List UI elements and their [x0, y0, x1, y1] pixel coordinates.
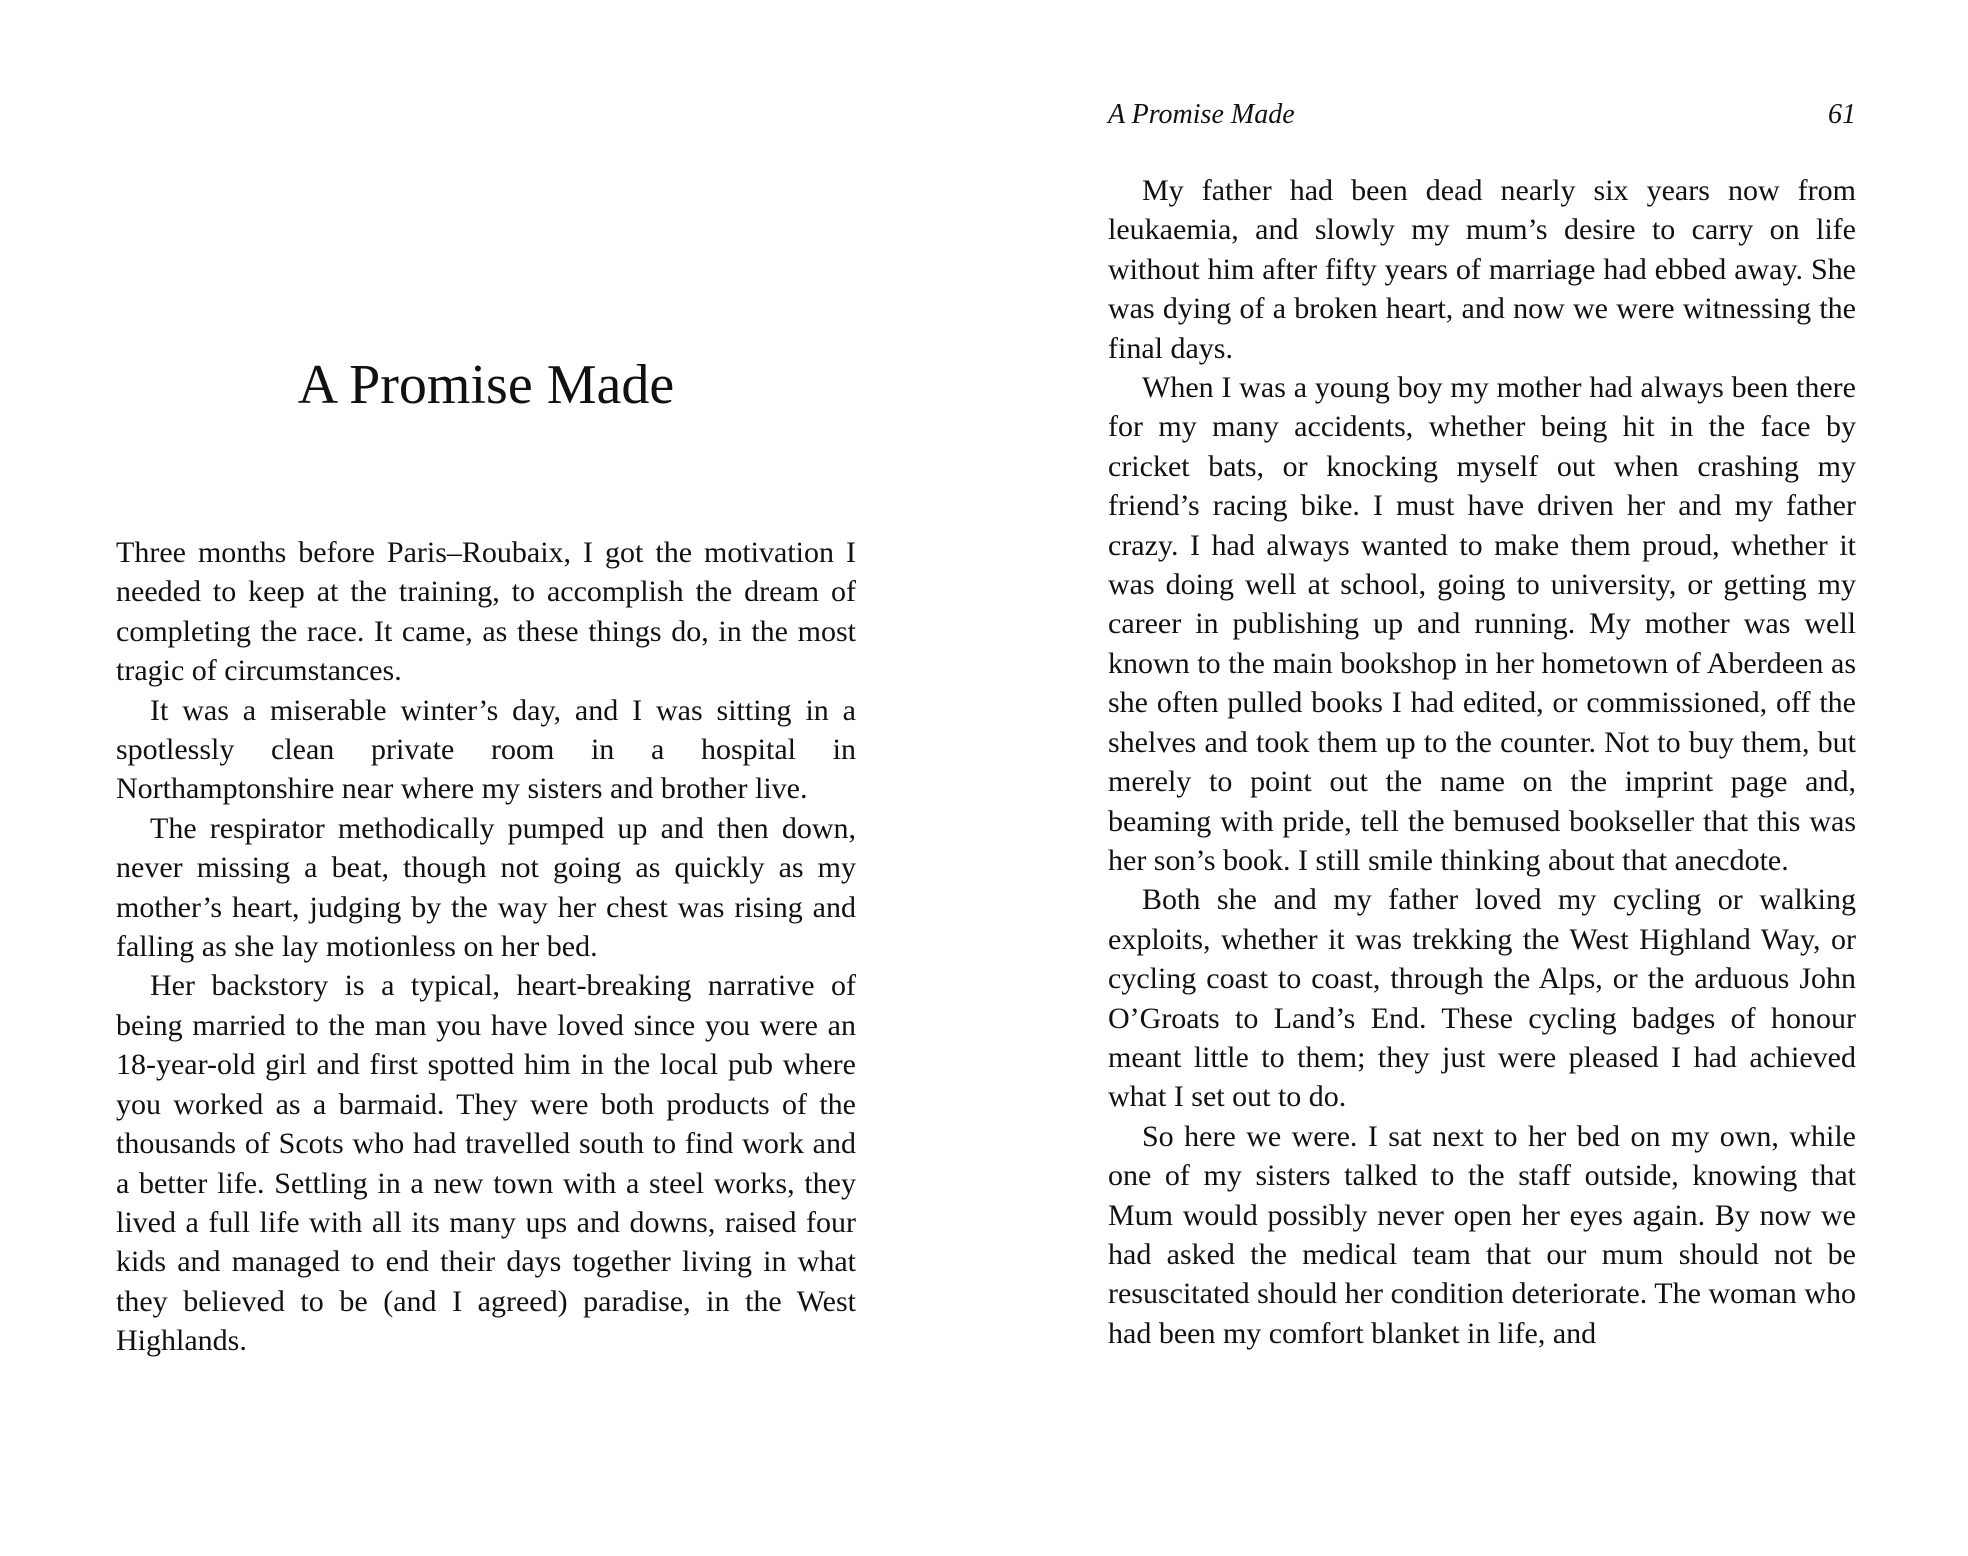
paragraph: Her backstory is a typical, heart-breaking narrative of being married to the man you have loved since you were an 18-year-old girl and first spotted him in the local pub where you worked as a barmaid. They were both products of the thousands of Scots who had travelled south to find work and a better life. Settling in a new town with a steel works, they lived a full life with all its many ups and downs, raised four kids and managed to end their days together living in what they believed to be (and I agreed) paradise, in the West Highlands.: [116, 969, 856, 1358]
chapter-title: A Promise Made: [297, 354, 675, 416]
paragraph: Three months before Paris–Roubaix, I got the motivation I needed to keep at the training, to accomplish the dream of completing the race. It came, as these things do, in the most tragic of circumstances.: [116, 536, 856, 688]
right-page: [984, 0, 1968, 1556]
right-page-body: [1108, 171, 1856, 1353]
running-head-title: A Promise Made: [1108, 99, 1295, 130]
paragraph: My father had been dead nearly six years now from leukaemia, and slowly my mum’s desire to carry on life without him after fifty years of marriage had ebbed away. She was dying of a broken heart, and now we were witnessing the final days.: [1108, 174, 1856, 365]
page-number: 61: [1828, 99, 1856, 130]
paragraph: It was a miserable winter’s day, and I was sitting in a spotlessly clean private room in a hospital in Northamptonshire near where my sisters and brother live.: [116, 693, 856, 806]
paragraph: When I was a young boy my mother had always been there for my many accidents, whether being hit in the face by cricket bats, or knocking myself out when crashing my friend’s racing bike. I must have driven her and my father crazy. I had always wanted to make them proud, whether it was doing well at school, going to university, or getting my career in publishing up and running. My mother was well known to the main bookshop in her hometown of Aberdeen as she often pulled books I had edited, or commissioned, off the shelves and took them up to the counter. Not to buy them, but merely to point out the name on the imprint page and, beaming with pride, tell the bemused bookseller that this was her son’s book. I still smile thinking about that anecdote.: [1108, 371, 1856, 877]
left-page-body: [116, 533, 856, 1361]
running-head: [1108, 95, 1856, 135]
paragraph: The respirator methodically pumped up and then down, never missing a beat, though not going as quickly as my mother’s heart, judging by the way her chest was rising and falling as she lay motionless on her bed.: [116, 811, 856, 964]
paragraph: So here we were. I sat next to her bed on my own, while one of my sisters talked to the staff outside, knowing that Mum would possibly never open her eyes again. By now we had asked the medical team that our mum should not be resuscitated should her condition deteriorate. The woman who had been my comfort blanket in life, and: [1108, 1119, 1856, 1350]
paragraph: Both she and my father loved my cycling or walking exploits, whether it was trekking the West Highland Way, or cycling coast to coast, through the Alps, or the arduous John O’Groats to Land’s End. These cycling badges of honour meant little to them; they just were pleased I had achieved what I set out to do.: [1108, 883, 1856, 1114]
